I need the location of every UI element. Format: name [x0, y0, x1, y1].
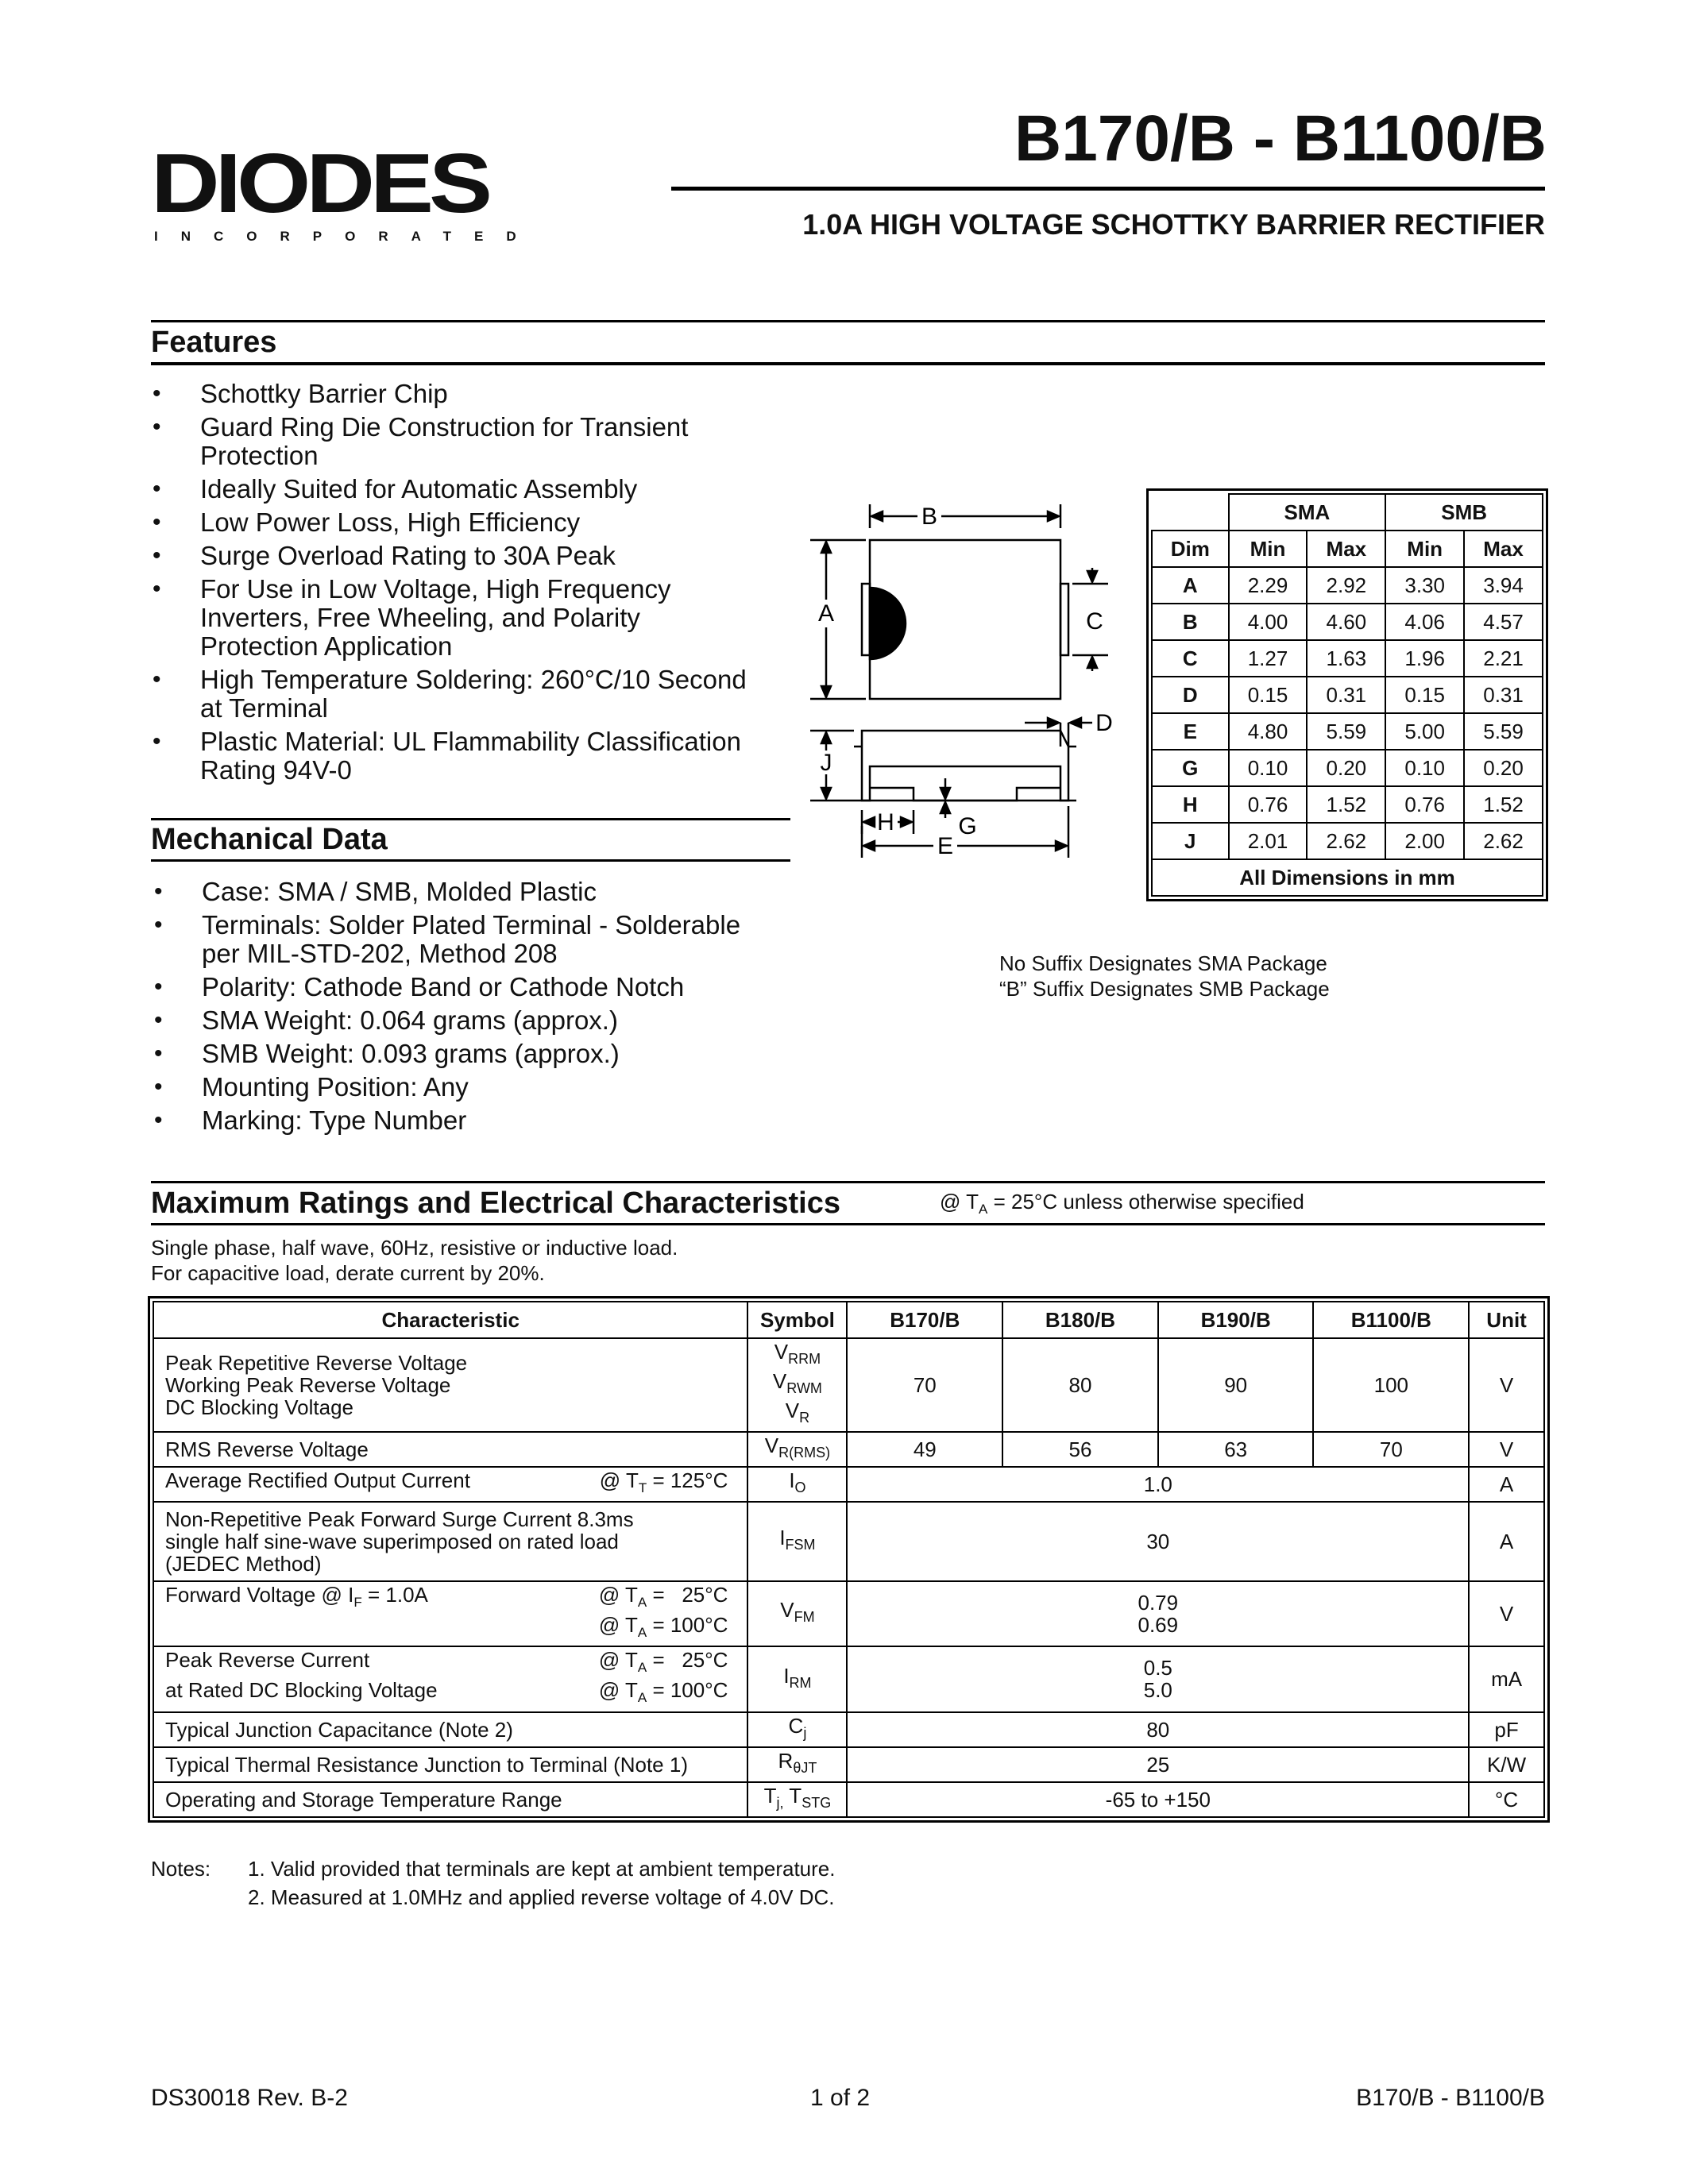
dim-cell: H [1152, 786, 1229, 823]
ratings-col-header: B170/B [847, 1302, 1002, 1338]
cond-text: @ T [598, 1678, 638, 1703]
dim-cell: 4.06 [1385, 604, 1464, 640]
ratings-col-header: Characteristic [153, 1302, 747, 1338]
package-outline-diagram [794, 492, 1128, 897]
feature-item: • Ideally Suited for Automatic Assembly [151, 475, 755, 504]
cond-sub: T [638, 1480, 647, 1495]
char-line: DC Blocking Voltage [165, 1395, 354, 1419]
feature-item: • Guard Ring Die Construction for Transient Protection [151, 413, 755, 470]
sym-sub: RRM [788, 1351, 821, 1368]
ratings-col-header: Unit [1469, 1302, 1544, 1338]
ratings-col-header: B1100/B [1313, 1302, 1469, 1338]
char-condition [599, 1649, 736, 1679]
mechanical-heading: Mechanical Data [151, 823, 388, 856]
mechanical-item: • Case: SMA / SMB, Molded Plastic [153, 878, 780, 906]
cond-text: @ T [598, 1582, 638, 1607]
dim-group-sma: SMA [1229, 494, 1386, 531]
sym-base: V [764, 1433, 779, 1457]
ratings-value: 70 [847, 1338, 1002, 1432]
dim-row [1152, 604, 1543, 640]
ratings-row-temperature [153, 1782, 1544, 1817]
ratings-characteristic: Typical Junction Capacitance (Note 2) [153, 1712, 747, 1747]
char-condition [599, 1679, 736, 1709]
ratings-value: -65 to +150 [847, 1782, 1469, 1817]
dim-cell: G [1152, 750, 1229, 786]
ratings-table-frame [148, 1296, 1550, 1823]
ratings-characteristic: RMS Reverse Voltage [153, 1432, 747, 1467]
dim-cell: 0.76 [1229, 786, 1308, 823]
sym-sub: j [803, 1725, 807, 1742]
company-logo [151, 136, 539, 244]
page-subtitle: 1.0A HIGH VOLTAGE SCHOTTKY BARRIER RECTIFIER [802, 208, 1545, 241]
sym-base: T [783, 1783, 802, 1808]
sym-sub: j, [776, 1795, 784, 1812]
ratings-characteristic: Typical Thermal Resistance Junction to Terminal (Note 1) [153, 1747, 747, 1782]
dim-cell: 1.52 [1464, 786, 1543, 823]
value-line: 0.79 [1138, 1590, 1179, 1615]
dim-footer: All Dimensions in mm [1152, 859, 1543, 896]
suffix-note: No Suffix Designates SMA Package [999, 951, 1327, 975]
title-rule [671, 187, 1545, 191]
page-title: B170/B - B1100/B [1014, 102, 1547, 175]
ratings-value: 25 [847, 1747, 1469, 1782]
mechanical-item: • SMA Weight: 0.064 grams (approx.) [153, 1006, 780, 1035]
ratings-value: 70 [1313, 1432, 1469, 1467]
dim-cell: A [1152, 567, 1229, 604]
sym-sub: RM [789, 1674, 812, 1691]
ratings-row-surge [153, 1502, 1544, 1581]
ratings-unit: V [1469, 1581, 1544, 1646]
char-text: = 1.0A [361, 1582, 428, 1607]
ratings-row-thermal [153, 1747, 1544, 1782]
ratings-row-reverse-current [153, 1646, 1544, 1711]
footer-doc-id: DS30018 Rev. B-2 [151, 2085, 348, 2111]
dimensions-table [1151, 493, 1543, 897]
dim-cell: 0.20 [1464, 750, 1543, 786]
ratings-symbol [747, 1646, 847, 1711]
ratings-unit: A [1469, 1467, 1544, 1502]
dim-cell: 5.59 [1307, 713, 1385, 750]
ratings-characteristic [153, 1581, 747, 1646]
sym-base: V [785, 1399, 800, 1423]
dim-cell: 0.10 [1229, 750, 1308, 786]
ratings-intro-line: For capacitive load, derate current by 20%. [151, 1261, 545, 1285]
dim-cell: 4.57 [1464, 604, 1543, 640]
feature-item: • For Use in Low Voltage, High Frequency Inverters, Free Wheeling, and Polarity Protection Application [151, 575, 755, 661]
footer-page-number: 1 of 2 [810, 2085, 871, 2111]
feature-item: • Surge Overload Rating to 30A Peak [151, 542, 755, 570]
dim-cell: 3.30 [1385, 567, 1464, 604]
ratings-value: 56 [1002, 1432, 1158, 1467]
ratings-unit: °C [1469, 1782, 1544, 1817]
char-line: Working Peak Reverse Voltage [165, 1372, 451, 1397]
ratings-value [847, 1581, 1469, 1646]
mechanical-item: • Polarity: Cathode Band or Cathode Notch [153, 973, 780, 1001]
feature-item: • Plastic Material: UL Flammability Classification Rating 94V-0 [151, 727, 755, 785]
mechanical-item: • SMB Weight: 0.093 grams (approx.) [153, 1040, 780, 1068]
dim-label-h: H [877, 809, 894, 835]
dim-label-a: A [817, 600, 835, 627]
cond-sub: A [637, 1594, 647, 1610]
ratings-col-header: B180/B [1002, 1302, 1158, 1338]
ratings-intro-line: Single phase, half wave, 60Hz, resistive or inductive load. [151, 1236, 678, 1260]
char-text [165, 1584, 428, 1614]
dimensions-table-frame [1146, 488, 1548, 901]
ratings-unit: K/W [1469, 1747, 1544, 1782]
dim-cell: 2.62 [1307, 823, 1385, 859]
logo-wordmark: DIODES [151, 136, 489, 230]
cond-sub: A [637, 1625, 647, 1641]
char-text: Forward Voltage @ I [165, 1582, 354, 1607]
feature-item: • Low Power Loss, High Efficiency [151, 508, 755, 537]
ratings-col-header: Symbol [747, 1302, 847, 1338]
dim-footer-row [1152, 859, 1543, 896]
dim-row [1152, 677, 1543, 713]
dim-label-b: B [921, 504, 938, 530]
cathode-band-icon [870, 588, 906, 659]
ratings-symbol [747, 1712, 847, 1747]
ratings-heading: Maximum Ratings and Electrical Characteristics [151, 1187, 840, 1220]
sym-sub: FM [794, 1609, 815, 1626]
dim-group-smb: SMB [1385, 494, 1543, 531]
cond-sub: A [637, 1660, 647, 1676]
sym-sub: RWM [786, 1380, 822, 1397]
sym-base: T [763, 1783, 777, 1808]
char-line: Peak Repetitive Reverse Voltage [165, 1350, 468, 1375]
ratings-value: 80 [847, 1712, 1469, 1747]
ratings-unit: pF [1469, 1712, 1544, 1747]
mechanical-item: • Terminals: Solder Plated Terminal - Solderable per MIL-STD-202, Method 208 [153, 911, 780, 968]
dim-cell: 5.59 [1464, 713, 1543, 750]
ratings-symbol [747, 1747, 847, 1782]
char-text: Peak Reverse Current [165, 1648, 370, 1673]
dim-col-header: Min [1385, 531, 1464, 567]
cond-text: = 125°C [647, 1468, 728, 1492]
feature-item: • High Temperature Soldering: 260°C/10 Second at Terminal [151, 666, 755, 723]
dim-cell: C [1152, 640, 1229, 677]
dim-label-d: D [1095, 710, 1113, 736]
cond-text: = 25°C [647, 1648, 728, 1673]
char-condition [599, 1614, 736, 1644]
dim-label-c: C [1086, 608, 1103, 635]
sym-sub: θJT [793, 1760, 817, 1777]
cond-sub: A [979, 1202, 988, 1217]
sym-sub: R [799, 1410, 810, 1426]
sym-sub: FSM [785, 1537, 816, 1553]
dim-cell: 1.63 [1307, 640, 1385, 677]
features-top-rule [151, 320, 1545, 322]
char-line: (JEDEC Method) [165, 1551, 322, 1576]
ratings-symbol [747, 1467, 847, 1502]
cond-text: = 25°C [647, 1582, 728, 1607]
dim-cell: 0.10 [1385, 750, 1464, 786]
ratings-col-header: B190/B [1158, 1302, 1314, 1338]
char-text: Average Rectified Output Current [165, 1468, 470, 1492]
dim-cell: 0.20 [1307, 750, 1385, 786]
sym-base: R [778, 1748, 794, 1773]
dim-cell: D [1152, 677, 1229, 713]
sym-base: V [780, 1598, 794, 1623]
char-condition [599, 1584, 736, 1614]
dim-cell: 1.52 [1307, 786, 1385, 823]
notes-label: Notes: [151, 1857, 211, 1881]
dim-row [1152, 786, 1543, 823]
ratings-value: 90 [1158, 1338, 1314, 1432]
cond-text: = 25°C unless otherwise specified [987, 1190, 1304, 1214]
sym-base: V [774, 1340, 789, 1364]
char-line: Non-Repetitive Peak Forward Surge Current 8.3ms [165, 1507, 634, 1531]
ratings-characteristic [153, 1467, 747, 1502]
dim-cell: 1.27 [1229, 640, 1308, 677]
dim-col-header: Max [1464, 531, 1543, 567]
mechanical-bottom-rule [151, 859, 790, 862]
dim-cell: 2.62 [1464, 823, 1543, 859]
value-line: 5.0 [1143, 1678, 1172, 1703]
dim-cell: 0.15 [1385, 677, 1464, 713]
ratings-symbol [747, 1338, 847, 1432]
dimensions-group-header-row [1152, 494, 1543, 531]
ratings-intro [151, 1235, 678, 1286]
package-top-lead-right [1060, 584, 1068, 655]
dim-cell: 0.15 [1229, 677, 1308, 713]
char-condition [600, 1469, 736, 1499]
ratings-value: 100 [1313, 1338, 1469, 1432]
value-line: 0.69 [1138, 1612, 1179, 1637]
dim-col-header: Max [1307, 531, 1385, 567]
ratings-characteristic: Operating and Storage Temperature Range [153, 1782, 747, 1817]
char-text: at Rated DC Blocking Voltage [165, 1678, 438, 1703]
ratings-condition [940, 1190, 1304, 1217]
cond-sub: A [637, 1690, 647, 1706]
sym-base: I [783, 1663, 790, 1688]
features-list [151, 380, 755, 789]
ratings-value [847, 1646, 1469, 1711]
cond-text: = 100°C [647, 1678, 728, 1703]
logo-subtitle: INCORPORATED [154, 229, 539, 244]
cond-text: @ T [598, 1612, 638, 1637]
dim-cell: 0.31 [1464, 677, 1543, 713]
sym-sub: R(RMS) [778, 1445, 831, 1461]
dim-cell: 4.80 [1229, 713, 1308, 750]
dim-label-j: J [820, 750, 832, 776]
ratings-unit: A [1469, 1502, 1544, 1581]
ratings-characteristic [153, 1338, 747, 1432]
ratings-bottom-rule [151, 1223, 1545, 1225]
dim-cell: 2.29 [1229, 567, 1308, 604]
cond-text: @ T [598, 1648, 638, 1673]
ratings-characteristic [153, 1502, 747, 1581]
suffix-notes [999, 951, 1330, 1001]
ratings-value: 63 [1158, 1432, 1314, 1467]
features-heading: Features [151, 326, 277, 359]
dim-label-g: G [958, 813, 977, 839]
ratings-row-reverse-voltage [153, 1338, 1544, 1432]
dim-row [1152, 750, 1543, 786]
dim-cell: E [1152, 713, 1229, 750]
dim-cell: 2.21 [1464, 640, 1543, 677]
ratings-symbol [747, 1502, 847, 1581]
dim-col-header: Dim [1152, 531, 1229, 567]
mechanical-top-rule [151, 818, 790, 820]
dim-cell: 2.92 [1307, 567, 1385, 604]
notes-list [248, 1854, 835, 1912]
ratings-row-avg-current [153, 1467, 1544, 1502]
ratings-unit: mA [1469, 1646, 1544, 1711]
ratings-value: 49 [847, 1432, 1002, 1467]
dim-cell: 3.94 [1464, 567, 1543, 604]
dim-cell: J [1152, 823, 1229, 859]
dim-cell: 5.00 [1385, 713, 1464, 750]
dim-cell: 1.96 [1385, 640, 1464, 677]
cond-text: = 100°C [647, 1612, 728, 1637]
mechanical-item: • Marking: Type Number [153, 1106, 780, 1135]
cond-text: @ T [940, 1190, 979, 1214]
char-sub: F [353, 1594, 362, 1610]
sym-sub: O [794, 1480, 806, 1496]
ratings-characteristic [153, 1646, 747, 1711]
sym-base: I [779, 1526, 786, 1550]
char-line: single half sine-wave superimposed on rated load [165, 1529, 619, 1553]
ratings-unit: V [1469, 1338, 1544, 1432]
ratings-symbol [747, 1432, 847, 1467]
mechanical-list [153, 878, 780, 1140]
ratings-value: 30 [847, 1502, 1469, 1581]
ratings-header-row [153, 1302, 1544, 1338]
features-bottom-rule [151, 362, 1545, 365]
dim-row [1152, 567, 1543, 604]
ratings-value: 80 [1002, 1338, 1158, 1432]
note-item: 1. Valid provided that terminals are kept at ambient temperature. [248, 1857, 836, 1881]
sym-base: V [772, 1369, 787, 1394]
ratings-value: 1.0 [847, 1467, 1469, 1502]
ratings-row-capacitance [153, 1712, 1544, 1747]
package-side-body [862, 731, 1068, 801]
dim-cell: 0.76 [1385, 786, 1464, 823]
dim-cell: 4.60 [1307, 604, 1385, 640]
feature-item: • Schottky Barrier Chip [151, 380, 755, 408]
suffix-note: “B” Suffix Designates SMB Package [999, 977, 1330, 1001]
ratings-row-forward-voltage [153, 1581, 1544, 1646]
dim-cell: 2.00 [1385, 823, 1464, 859]
sym-base: C [788, 1713, 804, 1738]
dim-cell: 0.31 [1307, 677, 1385, 713]
dimensions-header-row [1152, 531, 1543, 567]
dim-row [1152, 713, 1543, 750]
sym-sub: STG [802, 1795, 832, 1812]
note-item: 2. Measured at 1.0MHz and applied reverse voltage of 4.0V DC. [248, 1885, 835, 1909]
ratings-table [153, 1301, 1545, 1818]
ratings-symbol [747, 1782, 847, 1817]
value-line: 0.5 [1143, 1656, 1172, 1680]
cond-text: @ T [599, 1468, 639, 1492]
ratings-unit: V [1469, 1432, 1544, 1467]
dim-cell: B [1152, 604, 1229, 640]
dim-label-e: E [937, 833, 954, 859]
mechanical-item: • Mounting Position: Any [153, 1073, 780, 1102]
sym-base: I [789, 1468, 795, 1493]
ratings-row-rms [153, 1432, 1544, 1467]
dim-cell: 4.00 [1229, 604, 1308, 640]
dim-col-header: Min [1229, 531, 1308, 567]
ratings-top-rule [151, 1181, 1545, 1183]
dim-row [1152, 823, 1543, 859]
footer-part-number: B170/B - B1100/B [1356, 2085, 1545, 2111]
dim-cell: 2.01 [1229, 823, 1308, 859]
ratings-symbol [747, 1581, 847, 1646]
package-top-lead-left [862, 584, 870, 655]
dim-row [1152, 640, 1543, 677]
